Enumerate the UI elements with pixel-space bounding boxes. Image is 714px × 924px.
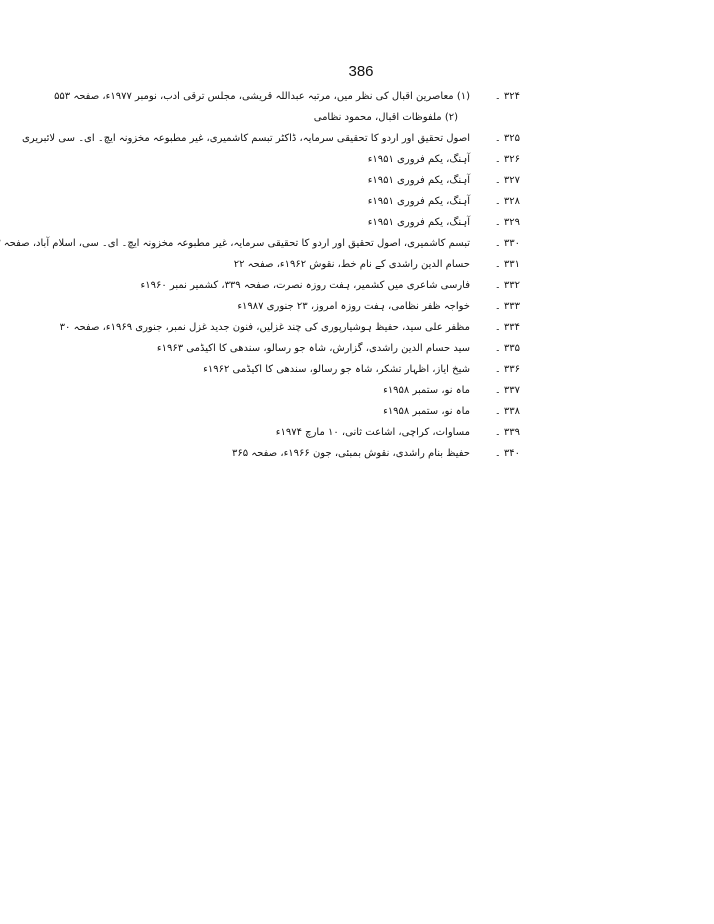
note-item bbox=[140, 275, 520, 296]
note-item bbox=[150, 380, 520, 401]
note-text: مساوات، کراچی، اشاعت ثانی، ۱۰ مارچ ۱۹۷۴ء bbox=[275, 427, 470, 438]
note-item bbox=[21, 128, 520, 149]
note-text: مظفر علی سید، حفیظ ہوشیارپوری کی چند غزلیں، فنون جدید غزل نمبر، جنوری ۱۹۶۹ء، صفحہ ۳۰ bbox=[59, 322, 470, 333]
note-number: ۳۳۵ ۔ bbox=[494, 343, 520, 354]
note-number: ۳۲۵ ۔ bbox=[494, 133, 520, 144]
note-number: ۳۲۸ ۔ bbox=[494, 196, 520, 207]
note-item bbox=[150, 254, 520, 275]
note-item bbox=[150, 359, 520, 380]
note-item bbox=[150, 170, 520, 191]
note-item bbox=[150, 401, 520, 422]
note-text: اصول تحقیق اور اردو کا تحقیقی سرمایہ، ڈاکٹر تبسم کاشمیری، غیر مطبوعہ مخزونہ ایچ۔ ای۔ سی لائبریری bbox=[21, 133, 470, 144]
note-item bbox=[59, 317, 520, 338]
note-text: آہنگ، یکم فروری ۱۹۵۱ء bbox=[367, 154, 470, 165]
page-number: 386 bbox=[348, 63, 374, 80]
note-number: ۳۳۰ ۔ bbox=[494, 238, 520, 249]
note-text: ماہ نو، ستمبر ۱۹۵۸ء bbox=[383, 406, 470, 417]
note-number: ۳۳۷ ۔ bbox=[494, 385, 520, 396]
note-number: ۳۳۱ ۔ bbox=[494, 259, 520, 270]
note-number: ۳۳۸ ۔ bbox=[494, 406, 520, 417]
note-item bbox=[3, 233, 520, 254]
note-text: تبسم کاشمیری، اصول تحقیق اور اردو کا تحقیقی سرمایہ، غیر مطبوعہ مخزونہ ایچ۔ ای۔ سی، اسلام آباد، صفحہ bbox=[3, 238, 470, 249]
note-item bbox=[150, 149, 520, 170]
note-number: ۳۲۴ ۔ bbox=[494, 91, 520, 102]
note-number: ۳۲۶ ۔ bbox=[494, 154, 520, 165]
note-item bbox=[150, 338, 520, 359]
note-text: حفیظ بنام راشدی، نقوش بمبئی، جون ۱۹۶۶ء، صفحہ ۳۶۵ bbox=[232, 448, 470, 459]
note-text: آہنگ، یکم فروری ۱۹۵۱ء bbox=[367, 175, 470, 186]
note-item bbox=[150, 443, 520, 464]
note-text: حسام الدین راشدی کے نام خط، نقوش ۱۹۶۲ء، صفحہ ۲۲ bbox=[233, 259, 470, 270]
note-item bbox=[150, 422, 520, 443]
note-text: آہنگ، یکم فروری ۱۹۵۱ء bbox=[367, 217, 470, 228]
note-item bbox=[150, 296, 520, 317]
note-text: خواجہ ظفر نظامی، ہفت روزہ امروز، ۲۳ جنوری ۱۹۸۷ء bbox=[237, 301, 470, 312]
note-item bbox=[150, 212, 520, 233]
note-item bbox=[150, 191, 520, 212]
notes-list bbox=[3, 86, 520, 466]
note-text: فارسی شاعری میں کشمیر، ہفت روزہ نصرت، صفحہ ۳۳۹، کشمیر نمبر ۱۹۶۰ء bbox=[140, 280, 470, 291]
note-item bbox=[150, 107, 520, 128]
note-number: ۳۳۳ ۔ bbox=[494, 301, 520, 312]
note-text: شیخ ایاز، اظہار تشکر، شاہ جو رسالو، سندھی کا اکیڈمی ۱۹۶۲ء bbox=[203, 364, 470, 375]
note-number: ۳۲۷ ۔ bbox=[494, 175, 520, 186]
note-number: ۳۲۹ ۔ bbox=[494, 217, 520, 228]
note-number: ۳۳۴ ۔ bbox=[494, 322, 520, 333]
note-number: ۳۴۰ ۔ bbox=[494, 448, 520, 459]
note-text: ماہ نو، ستمبر ۱۹۵۸ء bbox=[383, 385, 470, 396]
note-text: آہنگ، یکم فروری ۱۹۵۱ء bbox=[367, 196, 470, 207]
note-text: سید حسام الدین راشدی، گزارش، شاہ جو رسالو، سندھی کا اکیڈمی ۱۹۶۳ء bbox=[156, 343, 470, 354]
note-number: ۳۳۲ ۔ bbox=[494, 280, 520, 291]
note-number: ۳۳۹ ۔ bbox=[494, 427, 520, 438]
note-text: (۱) معاصرین اقبال کی نظر میں، مرتبہ عبداللہ قریشی، مجلس ترقی ادب، نومبر ۱۹۷۷ء، صفحہ ۵۵۳ bbox=[54, 91, 470, 102]
note-item bbox=[54, 86, 520, 107]
note-number: ۳۳۶ ۔ bbox=[494, 364, 520, 375]
note-text: (۲) ملفوظات اقبال، محمود نظامی bbox=[313, 112, 458, 123]
